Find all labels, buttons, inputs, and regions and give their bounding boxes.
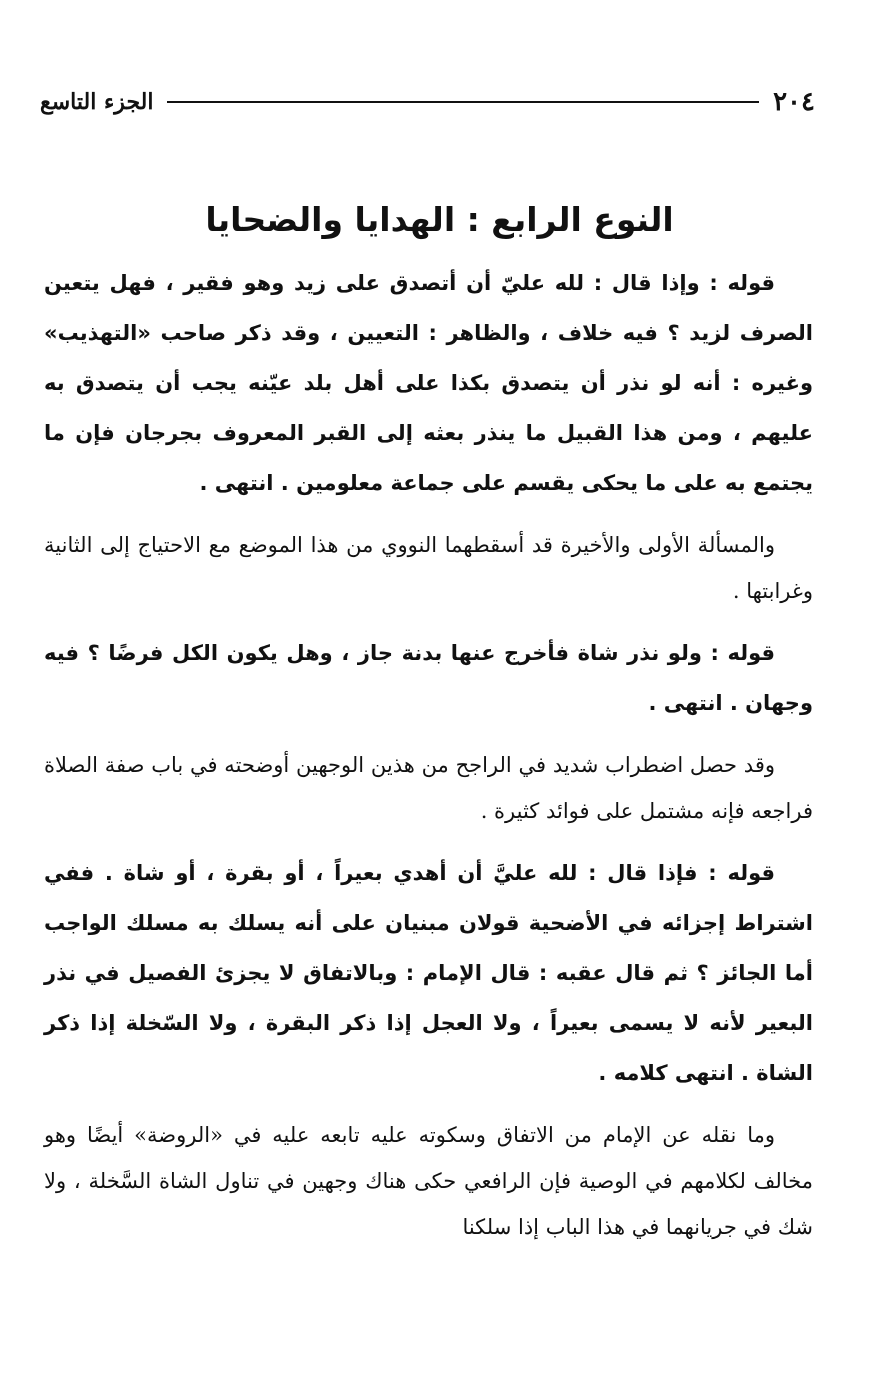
quote-paragraph: قوله : فإذا قال : لله عليَّ أن أهدي بعيراً ، أو بقرة ، أو شاة . ففي اشتراط إجزائه في الأضحية قولان مبنيان على أنه يسلك به مسلك الواجب أما الجائز ؟ ثم قال عقبه : قال الإمام : وبالاتفاق لا يجزئ الفصيل في نذر البعير لأنه لا يسمى بعيراً ، ولا العجل إذا ذكر البقرة ، ولا السّخلة إذا ذكر الشاة . انتهى كلامه . xyxy=(44,861,813,1085)
commentary-paragraph: والمسألة الأولى والأخيرة قد أسقطهما النووي من هذا الموضع مع الاحتياج إلى الثانية وغرابتها . xyxy=(44,533,813,603)
quote-paragraph: قوله : ولو نذر شاة فأخرج عنها بدنة جاز ، وهل يكون الكل فرضًا ؟ فيه وجهان . انتهى . xyxy=(44,641,813,715)
part-title: الجزء التاسع xyxy=(40,89,154,115)
page-number: ٢٠٤ xyxy=(773,87,815,117)
commentary-paragraph: وقد حصل اضطراب شديد في الراجح من هذين الوجهين أوضحته في باب صفة الصلاة فراجعه فإنه مشتمل على فوائد كثيرة . xyxy=(44,753,813,823)
commentary-paragraph: وما نقله عن الإمام من الاتفاق وسكوته عليه تابعه عليه في «الروضة» أيضًا وهو مخالف لكلامهم في الوصية فإن الرافعي حكى هناك وجهين في تناول الشاة السَّخلة ، ولا شك في جريانهما في هذا الباب إذا سلكنا xyxy=(44,1123,813,1239)
paragraph-gap xyxy=(44,1098,813,1112)
paragraph-gap xyxy=(44,508,813,522)
header-rule xyxy=(167,101,759,103)
paragraph-gap xyxy=(44,614,813,628)
quote-paragraph: قوله : وإذا قال : لله عليّ أن أتصدق على زيد وهو فقير ، فهل يتعين الصرف لزيد ؟ فيه خلاف ، والظاهر : التعيين ، وقد ذكر صاحب «التهذيب» وغيره : أنه لو نذر أن يتصدق بكذا على أهل بلد عيّنه يجب أن يتصدق به عليهم ، ومن هذا القبيل ما ينذر بعثه إلى القبر المعروف بجرجان فإن ما يجتمع به على ما يحكى يقسم على جماعة معلومين . انتهى . xyxy=(44,271,813,495)
paragraph-gap xyxy=(44,728,813,742)
section-heading: النوع الرابع : الهدايا والضحايا xyxy=(205,200,674,239)
paragraph-gap xyxy=(44,834,813,848)
running-header xyxy=(40,82,815,122)
body-text xyxy=(44,258,813,1250)
